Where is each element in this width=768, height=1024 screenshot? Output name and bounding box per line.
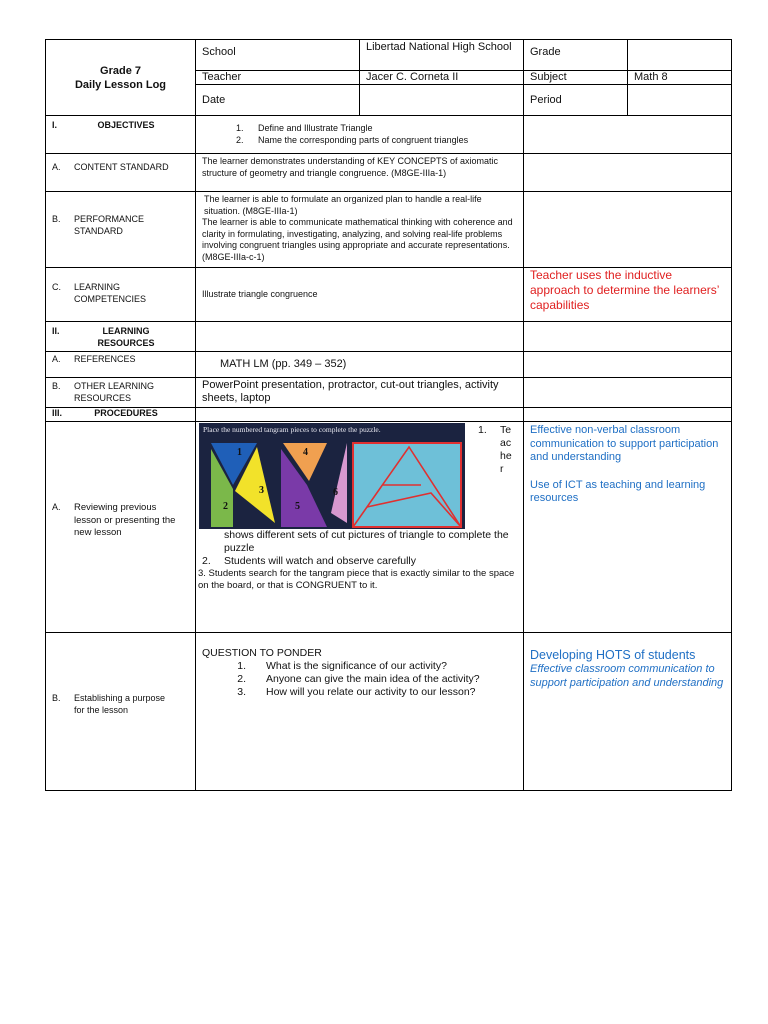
step-3: 3. Students search for the tangram piece that is exactly similar to the space on the board, or that is CONGRUENT to it. [198, 568, 515, 591]
date-label: Date [196, 85, 360, 116]
content-standard-text: The learner demonstrates understanding of KEY CONCEPTS of axiomatic structure of geometry and triangle congruence. (M8GE-IIIa-1) [196, 154, 524, 192]
other-resources-letter: B. [52, 381, 61, 391]
communication-note: Effective classroom communication to support participation and understanding [530, 663, 724, 689]
daily-lesson-log-table [45, 39, 732, 791]
competencies-label-cell [46, 268, 196, 322]
piece-label-5: 5 [295, 501, 300, 512]
tangram-piece-6 [331, 443, 347, 523]
question-item: 3. How will you relate our activity to our lesson? [237, 686, 476, 698]
other-resources-label: OTHER LEARNING RESOURCES [74, 381, 155, 403]
references-notes [524, 352, 732, 378]
competencies-text: Illustrate triangle congruence [196, 268, 524, 322]
date-value [360, 85, 524, 116]
piece-label-1: 1 [237, 447, 242, 458]
reviewing-label: Reviewing previous lesson or presenting the new lesson [74, 502, 176, 538]
tangram-puzzle-image [199, 423, 465, 529]
hots-note: Developing HOTS of students [530, 648, 696, 662]
objectives-numeral: I. [52, 120, 58, 130]
piece-label-2: 2 [223, 501, 228, 512]
objectives-content [196, 116, 524, 154]
reviewing-content [196, 422, 524, 633]
grade-label: Grade [524, 40, 628, 71]
content-standard-label-cell [46, 154, 196, 192]
performance-standard-text-1: The learner is able to formulate an organized plan to handle a real-life situation. (M8GE-IIIa-1) [204, 194, 482, 216]
establishing-label-cell [46, 633, 196, 791]
objectives-notes [524, 116, 732, 154]
step-1-text: shows different sets of cut pictures of triangle to complete the puzzle [224, 529, 509, 554]
teacher-label: Teacher [196, 71, 360, 85]
other-resources-notes [524, 378, 732, 408]
step-1-side: 1. Teacher [478, 424, 512, 475]
procedures-label: PROCEDURES [94, 408, 158, 418]
period-value [628, 85, 732, 116]
content-standard-label: CONTENT STANDARD [74, 162, 169, 172]
tangram-caption: Place the numbered tangram pieces to complete the puzzle. [203, 425, 381, 434]
objectives-label: OBJECTIVES [97, 120, 155, 130]
school-label: School [196, 40, 360, 71]
learning-resources-label: LEARNING RESOURCES [97, 326, 155, 348]
piece-label-4: 4 [303, 447, 308, 458]
school-value: Libertad National High School [360, 40, 524, 71]
other-resources-text: PowerPoint presentation, protractor, cut-out triangles, activity sheets, laptop [196, 378, 524, 408]
step-2: 2. Students will watch and observe carefully [202, 555, 417, 567]
competencies-label: LEARNING COMPETENCIES [74, 282, 147, 304]
log-title [46, 40, 196, 116]
performance-standard-content [196, 192, 524, 268]
establishing-content [196, 633, 524, 791]
teacher-value: Jacer C. Corneta II [360, 71, 524, 85]
references-text: MATH LM (pp. 349 – 352) [196, 352, 524, 378]
content-standard-notes [524, 154, 732, 192]
subject-label: Subject [524, 71, 628, 85]
establishing-label: Establishing a purpose for the lesson [74, 693, 166, 715]
references-letter: A. [52, 354, 61, 364]
ict-note: Use of ICT as teaching and learning resources [530, 478, 706, 504]
content-standard-letter: A. [52, 162, 61, 172]
performance-standard-text-2: The learner is able to communicate mathematical thinking with coherence and clarity in formulating, investigating, analyzing, and solving real-life problems involving congruent triangles using appropriate and accurate representations. (M8GE-IIIa-c-1) [202, 217, 513, 262]
question-list [202, 660, 517, 699]
references-label: REFERENCES [74, 354, 136, 364]
performance-standard-label: PERFORMANCE STANDARD [74, 214, 145, 236]
tangram-drawing [199, 423, 465, 529]
piece-label-6: 6 [333, 487, 338, 498]
procedures-notes [524, 408, 732, 422]
learning-resources-label-cell [46, 322, 196, 352]
inductive-approach-note: Teacher uses the inductive approach to determine the learners’ capabilities [530, 268, 719, 312]
performance-standard-notes [524, 192, 732, 268]
procedures-label-cell [46, 408, 196, 422]
objective-item: 1. Define and Illustrate Triangle [236, 123, 373, 133]
competencies-note-cell [524, 268, 732, 322]
reviewing-label-cell [46, 422, 196, 633]
procedures-numeral: III. [52, 408, 63, 418]
other-resources-label-cell [46, 378, 196, 408]
establishing-letter: B. [52, 693, 61, 703]
objectives-label-cell [46, 116, 196, 154]
learning-resources-content [196, 322, 524, 352]
competencies-letter: C. [52, 282, 61, 292]
establishing-notes [524, 633, 732, 791]
objective-item: 2. Name the corresponding parts of congruent triangles [236, 135, 469, 145]
learning-resources-numeral: II. [52, 326, 60, 336]
performance-standard-label-cell [46, 192, 196, 268]
non-verbal-note: Effective non-verbal classroom communication to support participation and understanding [530, 424, 719, 463]
reviewing-letter: A. [52, 502, 61, 512]
title-daily-lesson-log: Daily Lesson Log [74, 78, 167, 91]
subject-value: Math 8 [628, 71, 732, 85]
piece-label-3: 3 [259, 485, 264, 496]
references-label-cell [46, 352, 196, 378]
question-item: 1. What is the significance of our activity? [237, 660, 447, 672]
procedures-content [196, 408, 524, 422]
period-label: Period [524, 85, 628, 116]
reviewing-notes [524, 422, 732, 633]
grade-value [628, 40, 732, 71]
learning-resources-notes [524, 322, 732, 352]
title-grade: Grade 7 [100, 64, 141, 77]
performance-standard-letter: B. [52, 214, 61, 224]
question-heading: QUESTION TO PONDER [202, 647, 322, 659]
question-item: 2. Anyone can give the main idea of the activity? [237, 673, 480, 685]
